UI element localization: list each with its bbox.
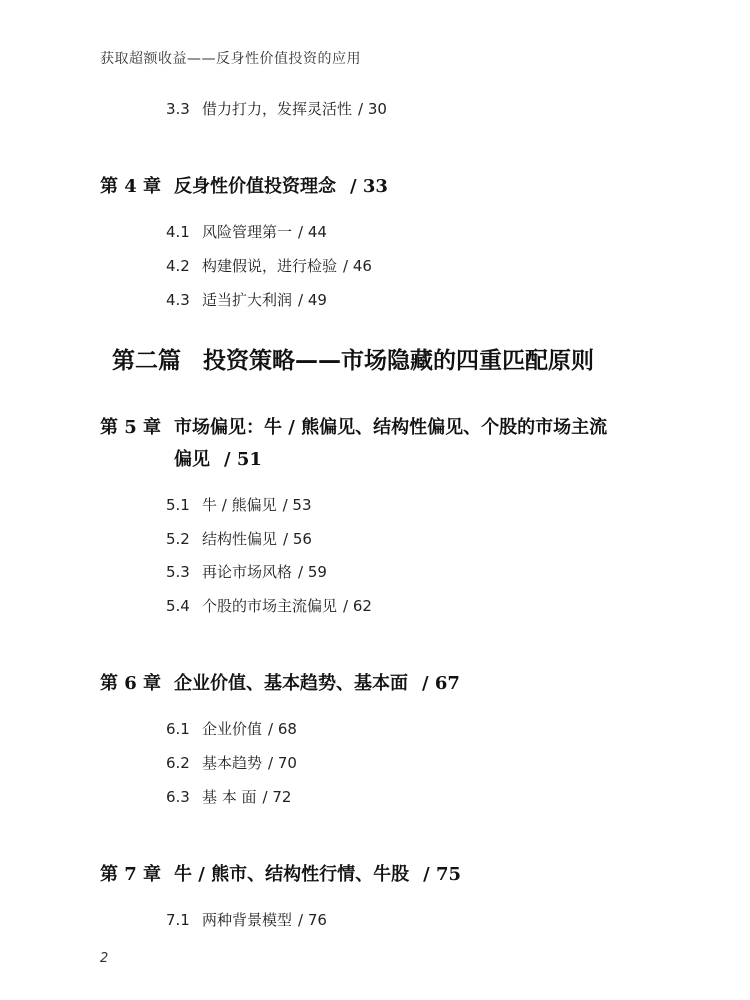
chapter-page: / 75: [423, 864, 461, 885]
section-number: 5.2: [166, 530, 190, 548]
section-page: / 76: [298, 911, 327, 929]
toc-entry-5-4: [166, 595, 372, 616]
section-page: / 53: [282, 496, 312, 514]
section-page: / 68: [268, 720, 297, 738]
section-number: 5.3: [166, 563, 190, 581]
section-title: 借力打力，发挥灵活性: [202, 100, 353, 118]
section-title: 企业价值: [202, 720, 263, 738]
chapter-title: 反身性价值投资理念: [174, 176, 336, 197]
toc-part-2: [112, 342, 594, 375]
chapter-title: 牛 / 熊市、结构性行情、牛股: [174, 864, 410, 885]
section-number: 4.1: [166, 223, 190, 241]
chapter-title: 企业价值、基本趋势、基本面: [174, 673, 408, 694]
section-title: 再论市场风格: [202, 563, 293, 581]
section-title: 牛 / 熊偏见: [202, 496, 277, 514]
section-number: 6.3: [166, 788, 190, 806]
section-title: 基 本 面: [202, 788, 257, 806]
chapter-label: 第 6 章: [100, 673, 162, 694]
section-number: 3.3: [166, 100, 190, 118]
toc-entry-3-3: [166, 98, 387, 119]
chapter-page: / 67: [422, 673, 460, 694]
toc-entry-5-3: [166, 561, 327, 582]
toc-chapter-5-continued: [174, 445, 262, 471]
toc-entry-4-1: [166, 221, 327, 242]
section-page: / 56: [283, 530, 312, 548]
section-page: / 49: [298, 291, 327, 309]
chapter-label: 第 4 章: [100, 176, 162, 197]
toc-entry-7-1: [166, 909, 327, 930]
section-title: 基本趋势: [202, 754, 263, 772]
toc-entry-4-3: [166, 289, 327, 310]
section-title: 适当扩大利润: [202, 291, 293, 309]
chapter-page: / 33: [350, 176, 388, 197]
page-number: 2: [100, 951, 109, 966]
section-number: 6.1: [166, 720, 190, 738]
section-page: / 44: [298, 223, 327, 241]
section-number: 4.2: [166, 257, 190, 275]
section-number: 5.1: [166, 496, 190, 514]
part-title: 投资策略——市场隐藏的四重匹配原则: [203, 348, 594, 374]
chapter-label: 第 5 章: [100, 417, 162, 438]
section-page: / 70: [268, 754, 297, 772]
section-title: 构建假说，进行检验: [202, 257, 338, 275]
section-number: 7.1: [166, 911, 190, 929]
chapter-label: 第 7 章: [100, 864, 162, 885]
section-page: / 72: [262, 788, 292, 806]
chapter-title-line-1: 市场偏见：牛 / 熊偏见、结构性偏见、个股的市场主流: [174, 417, 608, 438]
part-label: 第二篇: [112, 348, 181, 374]
running-header: 获取超额收益——反身性价值投资的应用: [100, 51, 361, 67]
section-page: / 59: [298, 563, 327, 581]
toc-entry-5-2: [166, 528, 312, 549]
section-title: 结构性偏见: [202, 530, 278, 548]
section-title: 风险管理第一: [202, 223, 293, 241]
toc-entry-6-1: [166, 718, 297, 739]
toc-chapter-6: [100, 669, 460, 695]
section-title: 两种背景模型: [202, 911, 293, 929]
section-page: / 30: [358, 100, 387, 118]
toc-chapter-5: [100, 413, 607, 439]
toc-entry-5-1: [166, 494, 312, 515]
toc-entry-6-3: [166, 786, 291, 807]
section-number: 6.2: [166, 754, 190, 772]
toc-chapter-7: [100, 860, 461, 886]
toc-entry-6-2: [166, 752, 297, 773]
section-number: 5.4: [166, 597, 190, 615]
toc-entry-4-2: [166, 255, 372, 276]
chapter-page: / 51: [224, 449, 262, 470]
section-number: 4.3: [166, 291, 190, 309]
section-page: / 62: [343, 597, 372, 615]
section-title: 个股的市场主流偏见: [202, 597, 338, 615]
toc-chapter-4: [100, 172, 388, 198]
section-page: / 46: [343, 257, 372, 275]
chapter-title-line-2: 偏见: [174, 449, 210, 470]
